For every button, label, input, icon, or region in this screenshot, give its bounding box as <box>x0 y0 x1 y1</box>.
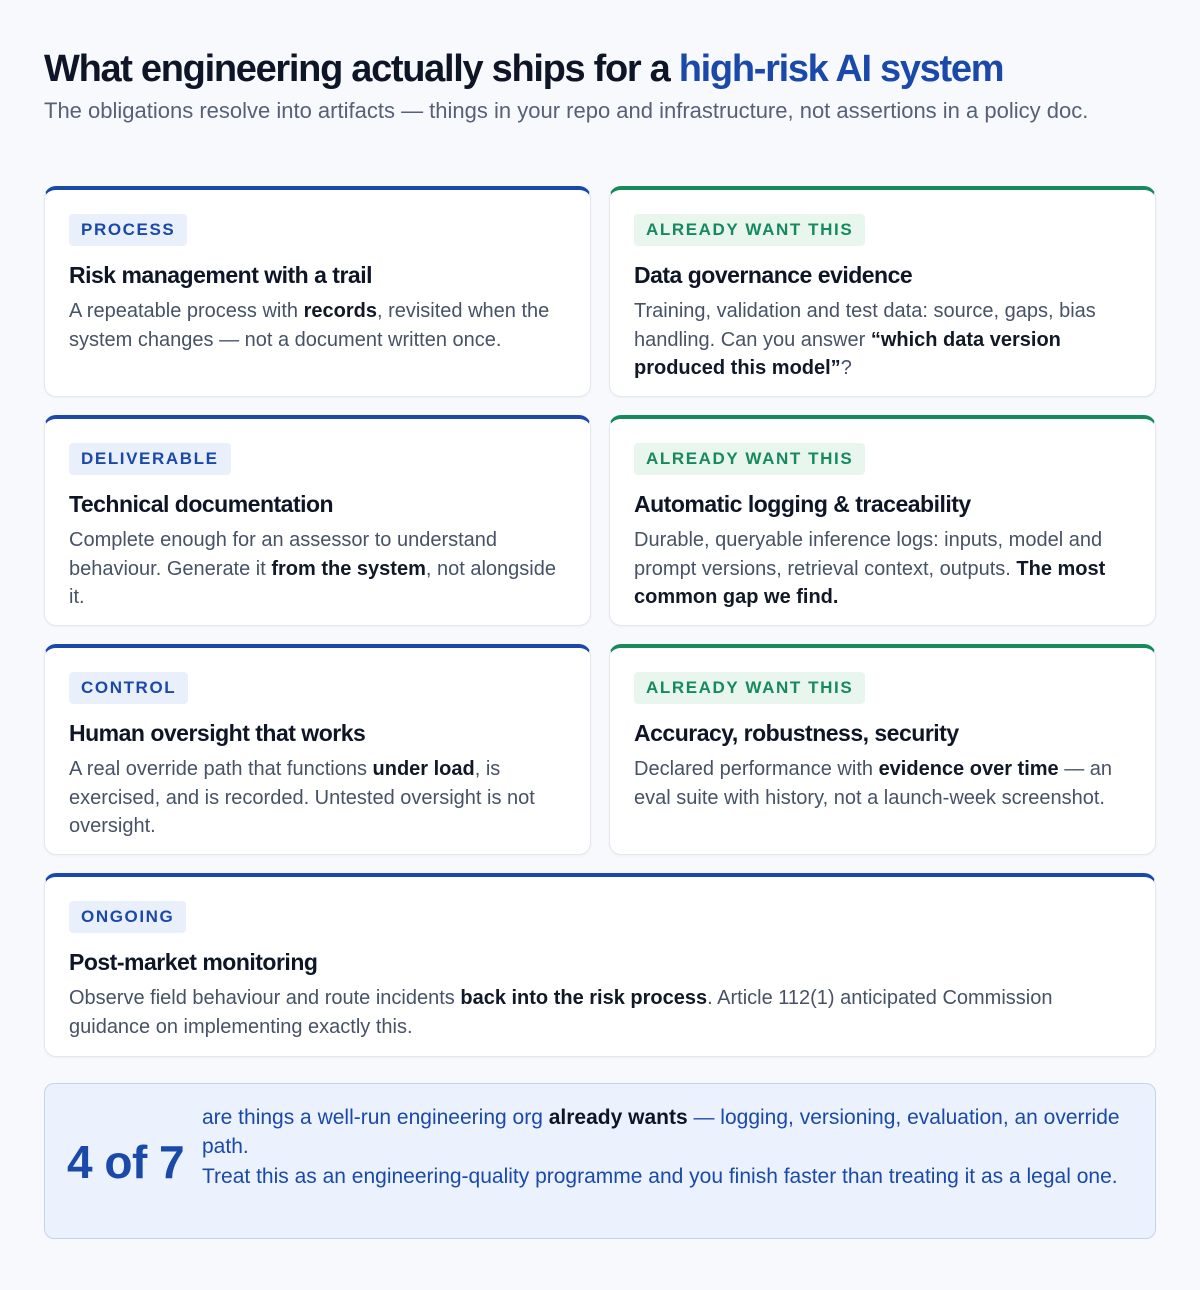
card-body-emphasis: from the system <box>271 557 426 580</box>
card-accuracy-robustness <box>609 644 1156 855</box>
card-body: A repeatable process with records, revisited when the system changes — not a document written once. <box>69 300 550 351</box>
card-logging-traceability <box>609 415 1156 626</box>
card-body-emphasis: “which data version produced this model” <box>634 328 1061 380</box>
callout-text <box>202 1103 1137 1191</box>
card-body: A real override path that functions under load, is exercised, and is recorded. Untested oversight is not oversight. <box>69 758 535 838</box>
card-tag: ALREADY WANT THIS <box>634 443 865 475</box>
card-data-governance <box>609 186 1156 397</box>
card-body: Declared performance with evidence over time — an eval suite with history, not a launch-week screenshot. <box>634 758 1113 809</box>
card-body-emphasis: The most common gap we find. <box>634 557 1106 609</box>
card-tag: ALREADY WANT THIS <box>634 672 865 704</box>
card-body: Durable, queryable inference logs: inputs, model and prompt versions, retrieval context, outputs. The most common gap we find. <box>634 529 1106 609</box>
card-tag: ONGOING <box>69 901 186 933</box>
card-title: Post-market monitoring <box>69 949 318 975</box>
card-body: Complete enough for an assessor to understand behaviour. Generate it from the system, not alongside it. <box>69 529 556 609</box>
card-body-emphasis: evidence over time <box>878 758 1059 780</box>
card-tag: ALREADY WANT THIS <box>634 214 865 246</box>
card-risk-management <box>44 186 591 397</box>
card-title: Human oversight that works <box>69 720 366 746</box>
card-tag: PROCESS <box>69 214 187 246</box>
summary-callout <box>44 1083 1156 1239</box>
card-human-oversight <box>44 644 591 855</box>
card-body-emphasis: records <box>303 300 377 322</box>
title-prefix: What engineering actually ships for a <box>44 48 670 90</box>
page-subtitle: The obligations resolve into artifacts — things in your repo and infrastructure, not assertions in a policy doc. <box>44 98 1089 123</box>
card-technical-documentation <box>44 415 591 626</box>
card-title: Data governance evidence <box>634 262 913 288</box>
card-title: Technical documentation <box>69 491 334 517</box>
callout-line-1: are things a well-run engineering org already wants — logging, versioning, evaluation, an override path. <box>202 1106 1120 1159</box>
callout-stat: 4 of 7 <box>67 1136 185 1188</box>
callout-emphasis: already wants <box>548 1106 688 1129</box>
artifact-grid <box>44 186 1156 1057</box>
title-highlight: high-risk AI system <box>678 48 1004 90</box>
callout-line-2: Treat this as an engineering-quality programme and you finish faster than treating it as a legal one. <box>202 1164 1118 1188</box>
card-body: Observe field behaviour and route incidents back into the risk process. Article 112(1) anticipated Commission guidance on implementing exactly this. <box>69 987 1053 1038</box>
card-post-market-monitoring <box>44 873 1156 1057</box>
card-title: Automatic logging & traceability <box>634 491 971 517</box>
card-body: Training, validation and test data: source, gaps, bias handling. Can you answer “which data version produced this model”? <box>634 300 1096 380</box>
card-tag: CONTROL <box>69 672 188 704</box>
card-body-emphasis: back into the risk process <box>460 987 708 1009</box>
card-tag: DELIVERABLE <box>69 443 231 475</box>
card-title: Risk management with a trail <box>69 262 372 288</box>
card-body-emphasis: under load <box>372 758 475 780</box>
card-title: Accuracy, robustness, security <box>634 720 959 746</box>
page-title <box>44 44 1156 94</box>
